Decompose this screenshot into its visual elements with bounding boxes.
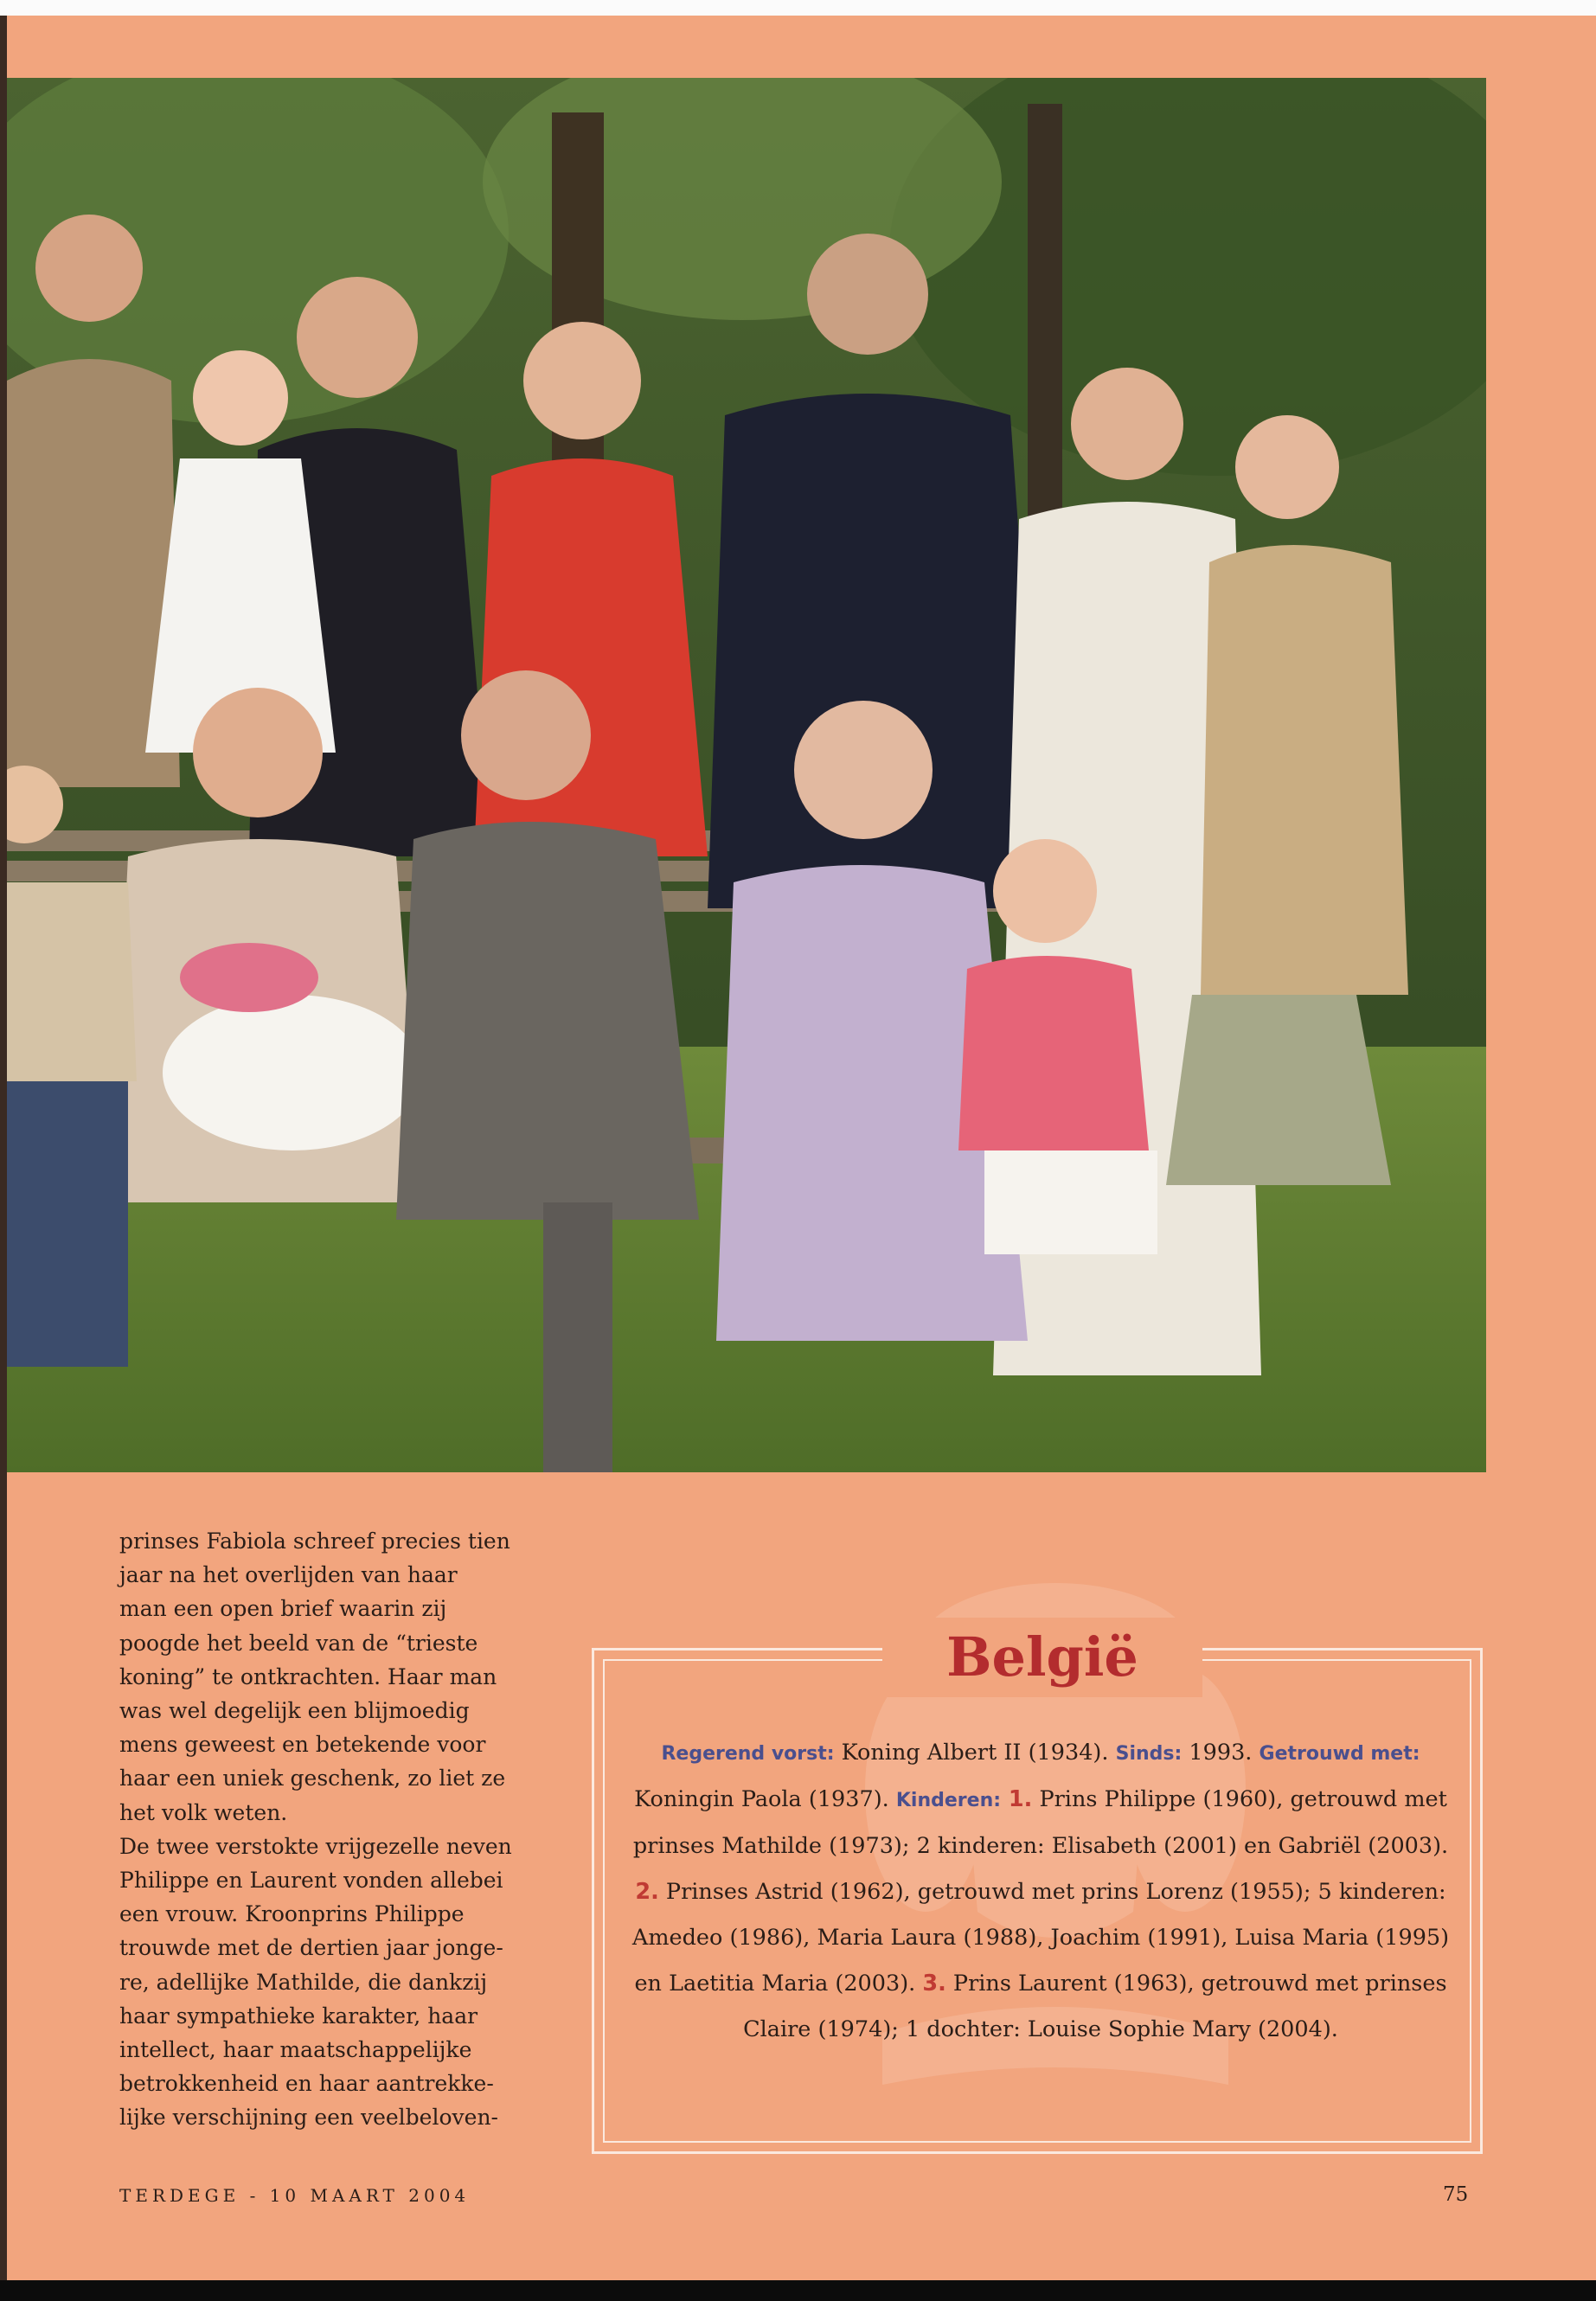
label-regent: Regerend vorst: (661, 1743, 835, 1765)
label-children: Kinderen: (895, 1790, 1002, 1811)
label-since: Sinds: (1115, 1743, 1183, 1765)
scan-bottom-edge (0, 2280, 1596, 2301)
footer-publication: TERDEGE - 10 MAART 2004 (119, 2185, 471, 2206)
child-2-text: Prinses Astrid (1962), getrouwd met prins Lorenz (1955); 5 kinderen: Amedeo (1986), Maria Laura (1988), Joachim (1991), Luisa Maria (1995) en Laetitia Maria (2003). (631, 1879, 1450, 1997)
child-number-1: 1. (1001, 1786, 1033, 1812)
fact-box-title: België (882, 1618, 1202, 1697)
page-number: 75 (1443, 2183, 1469, 2206)
article-body (119, 1524, 552, 2135)
article-paragraph-1: prinses Fabiola schreef precies tien jaar na het overlijden van haar man een open brief waarin zij poogde het beeld van de “trieste koning” te ontkrachten. Haar man was wel degelijk een blijmoedig mens geweest en betekende voor haar een uniek geschenk, zo liet ze het volk weten. (119, 1529, 510, 1825)
child-number-2: 2. (635, 1879, 659, 1905)
family-photo-illustration (7, 78, 1486, 1472)
scan-edge (0, 16, 7, 2280)
value-married: Koningin Paola (1937). (634, 1786, 896, 1812)
child-number-3: 3. (922, 1971, 946, 1997)
value-regent: Koning Albert II (1934). (834, 1740, 1116, 1766)
label-married: Getrouwd met: (1259, 1743, 1420, 1765)
article-paragraph-2: De twee verstokte vrijgezelle neven Philippe en Laurent vonden allebei een vrouw. Kroonprins Philippe trouwde met de dertien jaar jonge- re, adellijke Mathilde, die dankzij haar sympathieke karakter, haar intellect, haar maatschappelijke betrokkenheid en haar aantrekke- lijke verschijning een veelbeloven- (119, 1833, 512, 2131)
child-3-text: Prins Laurent (1963), getrouwd met prinses Claire (1974); 1 dochter: Louise Sophie Mary (2004). (743, 1971, 1447, 2042)
value-since: 1993. (1182, 1740, 1259, 1766)
family-photo (7, 78, 1486, 1472)
top-margin (0, 0, 1596, 16)
child-1-text: Prins Philippe (1960), getrouwd met prinses Mathilde (1973); 2 kinderen: Elisabeth (2001) en Gabriël (2003). (632, 1786, 1449, 1859)
fact-box-content (630, 1730, 1452, 2053)
